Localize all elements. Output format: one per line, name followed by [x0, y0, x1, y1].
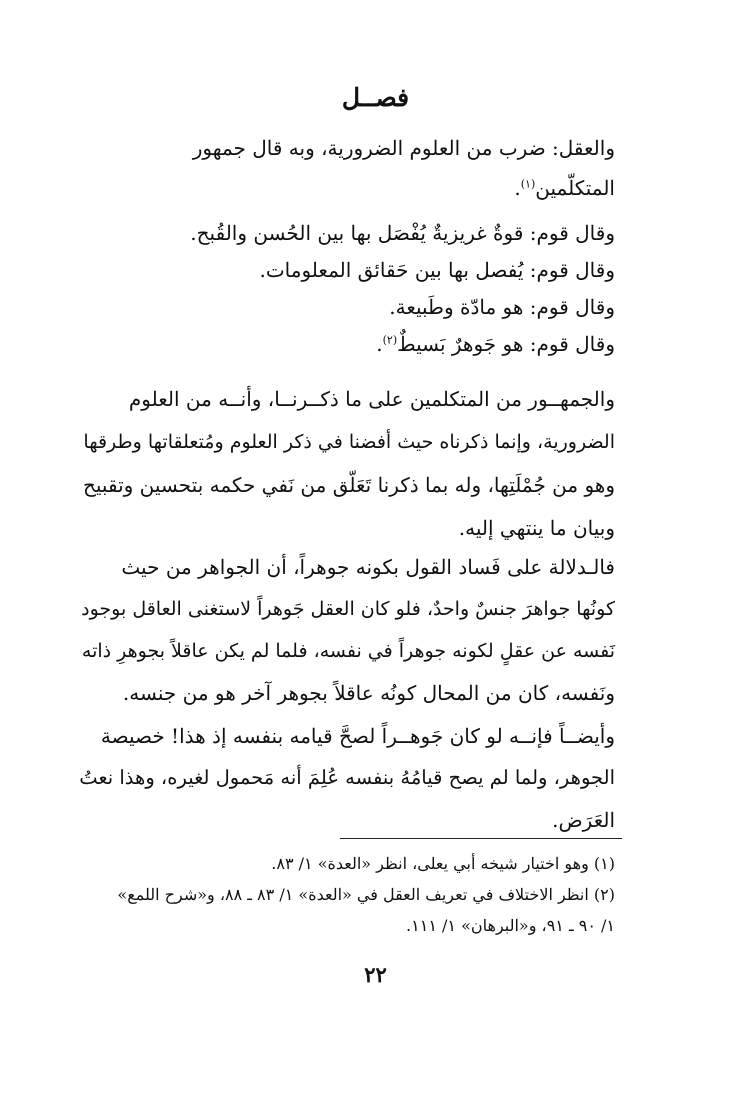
text-line: ونَفسه، كان من المحال كونُه عاقلاً بجوهر آخر هو من جنسه.	[122, 681, 615, 705]
text-fragment: .	[514, 176, 521, 200]
text-line: والجمهــور من المتكلمين على ما ذكــرنــا، وأنــه من العلوم	[128, 387, 615, 411]
opinion-item	[95, 215, 615, 252]
paragraph-majority	[75, 378, 615, 550]
text-line: وأيضــاً فإنــه لو كان جَوهــراً لصحَّ قيامه بنفسه إذ هذا! خصيصة	[100, 724, 615, 748]
paragraph-proof	[75, 546, 615, 714]
opinion-item	[95, 252, 615, 289]
opinion-text: يُفصل بها بين حَقائق المعلومات.	[259, 258, 524, 282]
opinion-item	[95, 289, 615, 326]
paragraph-also	[75, 715, 615, 841]
opinion-text: هو جَوهرٌ بَسيطٌ	[397, 332, 524, 356]
text-line: الجوهر، ولما لم يصح قيامُهُ بنفسه عُلِمَ أنه مَحمول لغيره، وهذا نعتُ	[79, 766, 615, 789]
footnote-ref: (١)	[520, 177, 536, 191]
opinion-text: قوةٌ غريزيةٌ يُفْصَل بها بين الحُسن والقُبح.	[190, 221, 524, 245]
footnote-divider	[340, 838, 622, 839]
text-line: الضرورية، وإنما ذكرناه حيث أفضنا في ذكر العلوم ومُتعلقاتها وطرقها	[83, 431, 615, 453]
opinion-text: هو مادّة وطَبيعة.	[389, 295, 524, 319]
section-heading: فصــل	[341, 83, 410, 112]
page-number: ٢٢	[364, 962, 387, 987]
footnote-2-continued: ١/ ٩٠ ـ ٩١، و«البرهان» ١/ ١١١.	[406, 916, 615, 935]
footnote-ref: (٢)	[382, 333, 398, 347]
paragraph-definition	[75, 128, 615, 208]
text-line: فالـدلالة على فَساد القول بكونه جوهراً، أن الجواهر من حيث	[121, 555, 615, 579]
opinion-label: وقال قوم:	[529, 332, 615, 356]
opinion-item	[95, 326, 615, 363]
text-line: كونُها جواهرَ جنسٌ واحدٌ، فلو كان العقل جَوهراً لاستغنى العاقل بوجود	[81, 598, 615, 620]
text-line	[75, 168, 615, 208]
footnote-1: (١) وهو اختيار شيخه أبي يعلى، انظر «العدة» ١/ ٨٣.	[271, 854, 615, 873]
text-line: والعقل: ضرب من العلوم الضرورية، وبه قال جمهور	[192, 136, 615, 160]
text-fragment: المتكلّمين	[535, 176, 615, 200]
text-line: وهو من جُمْلَتِها، وله بما ذكرنا تَعَلّق من نَفي حكمه بتحسين وتقبيح	[82, 473, 615, 497]
text-line: العَرَض.	[552, 808, 615, 832]
text-fragment: .	[376, 332, 383, 356]
text-line: نَفسه عن عقلٍ لكونه جوهراً في نفسه، فلما لم يكن عاقلاً بجوهرِ ذاته	[81, 640, 615, 662]
text-line: وبيان ما ينتهي إليه.	[458, 516, 615, 540]
footnote-2: (٢) انظر الاختلاف في تعريف العقل في «العدة» ١/ ٨٣ ـ ٨٨، و«شرح اللمع»	[117, 885, 615, 904]
opinions-list	[95, 215, 615, 363]
opinion-label: وقال قوم:	[529, 295, 615, 319]
opinion-label: وقال قوم:	[529, 258, 615, 282]
footnotes	[75, 848, 615, 941]
opinion-label: وقال قوم:	[529, 221, 615, 245]
